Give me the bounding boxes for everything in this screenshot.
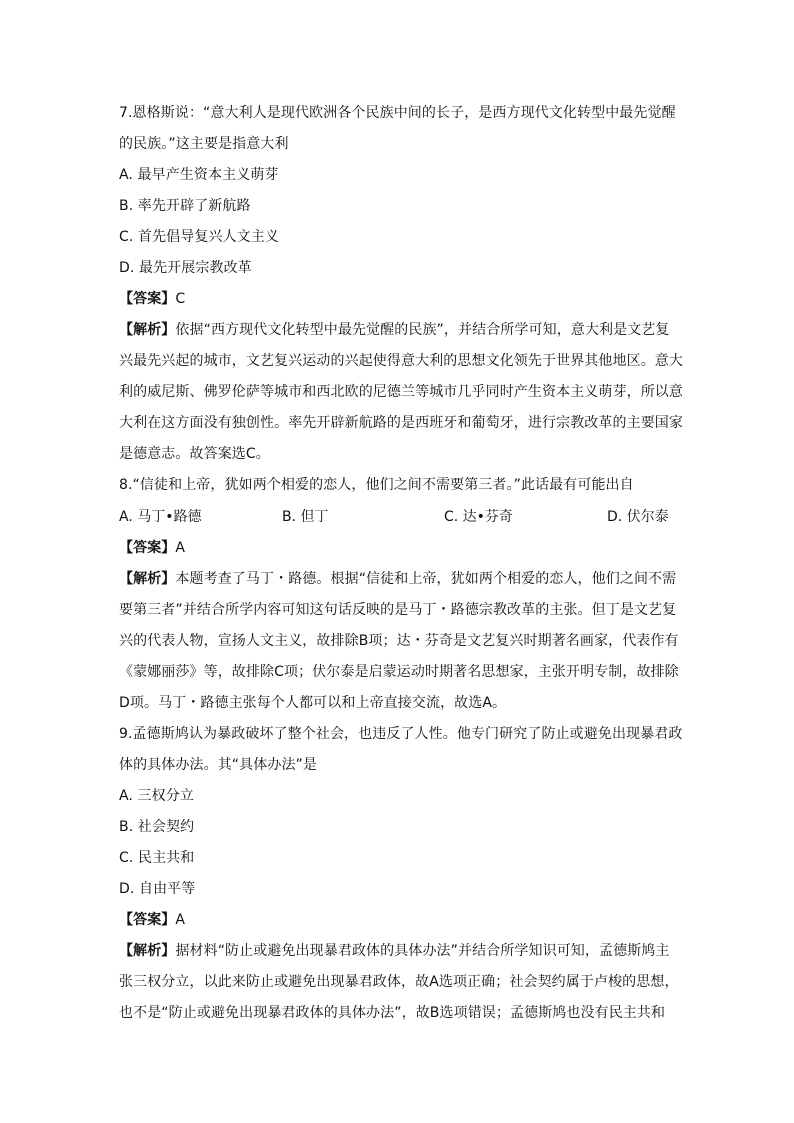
q8-analysis-line-1 [119,569,676,589]
q9-option-d: D. 自由平等 [119,881,196,897]
q9-analysis-line-3: 也不是“防止或避免出现暴君政体的具体办法”，故B选项错误；孟德斯鸠也没有民主共和 [119,1005,666,1021]
q8-option-a: A. 马丁•路德 [119,509,202,525]
q8-analysis-line-2: 要第三者”并结合所学内容可知这句话反映的是马丁・路德宗教改革的主张。但丁是文艺复 [119,602,677,618]
q8-analysis-line-4: 《蒙娜丽莎》等，故排除C项；伏尔泰是启蒙运动时期著名思想家，主张开明专制，故排除 [119,664,679,680]
q8-stem-line-1: 8.“信徒和上帝，犹如两个相爱的恋人，他们之间不需要第三者。”此话最有可能出自 [119,477,634,493]
q7-stem-line-1: 7.恩格斯说：“意大利人是现代欧洲各个民族中间的长子，是西方现代文化转型中最先觉醒 [119,105,676,121]
q7-option-b: B. 率先开辟了新航路 [119,198,251,214]
q7-analysis-text-1: 依据“西方现代文化转型中最先觉醒的民族”，并结合所学可知，意大利是文艺复 [175,322,670,338]
q7-analysis-line-1 [119,320,670,340]
q7-option-d: D. 最先开展宗教改革 [119,260,252,276]
q9-answer-tag: 【答案】 [119,912,176,928]
q8-answer-value: A [175,540,186,556]
q9-analysis-text-1: 据材料“防止或避免出现暴君政体的具体办法”并结合所学知识可知，孟德斯鸠主 [175,943,670,959]
q7-analysis-line-5: 是德意志。故答案选C。 [119,446,270,462]
q7-answer-value: C [175,291,186,307]
q8-analysis-line-3: 兴的代表人物，宣扬人文主义，故排除B项；达・芬奇是文艺复兴时期著名画家，代表作有 [119,633,679,649]
q8-answer [119,538,185,558]
q9-option-c: C. 民主共和 [119,850,195,866]
q9-option-a: A. 三权分立 [119,788,194,804]
q7-analysis-line-2: 兴最先兴起的城市，文艺复兴运动的兴起使得意大利的思想文化领先于世界其他地区。意大 [119,353,683,369]
q7-analysis-line-3: 利的威尼斯、佛罗伦萨等城市和西北欧的尼德兰等城市几乎同时产生资本主义萌芽，所以意 [119,384,683,400]
q9-answer [119,910,185,930]
q8-analysis-line-5: D项。马丁・路德主张每个人都可以和上帝直接交流，故选A。 [119,695,507,711]
q7-option-a: A. 最早产生资本主义萌芽 [119,167,279,183]
q8-answer-tag: 【答案】 [119,540,176,556]
q9-stem-line-2: 体的具体办法。其“具体办法”是 [119,757,318,773]
q8-option-c: C. 达•芬奇 [444,509,513,525]
q9-analysis-line-1 [119,941,670,961]
q9-analysis-line-2: 张三权分立，以此来防止或避免出现暴君政体，故A选项正确；社会契约属于卢梭的思想， [119,974,679,990]
q8-analysis-tag: 【解析】 [119,571,176,587]
q8-analysis-text-1: 本题考查了马丁・路德。根据“信徒和上帝，犹如两个相爱的恋人，他们之间不需 [175,571,677,587]
q7-analysis-tag: 【解析】 [119,322,176,338]
q9-answer-value: A [175,912,186,928]
q7-option-c: C. 首先倡导复兴人文主义 [119,229,279,245]
q9-option-b: B. 社会契约 [119,819,195,835]
q7-stem-line-2: 的民族。”这主要是指意大利 [119,136,289,152]
q8-option-b: B. 但丁 [282,509,329,525]
q7-answer-tag: 【答案】 [119,291,176,307]
q7-answer [119,289,185,309]
q7-analysis-line-4: 大利在这方面没有独创性。率先开辟新航路的是西班牙和葡萄牙，进行宗教改革的主要国家 [119,415,683,431]
q8-option-d: D. 伏尔泰 [607,509,669,525]
q9-stem-line-1: 9.孟德斯鸠认为暴政破坏了整个社会，也违反了人性。他专门研究了防止或避免出现暴君政 [119,726,683,742]
q9-analysis-tag: 【解析】 [119,943,176,959]
